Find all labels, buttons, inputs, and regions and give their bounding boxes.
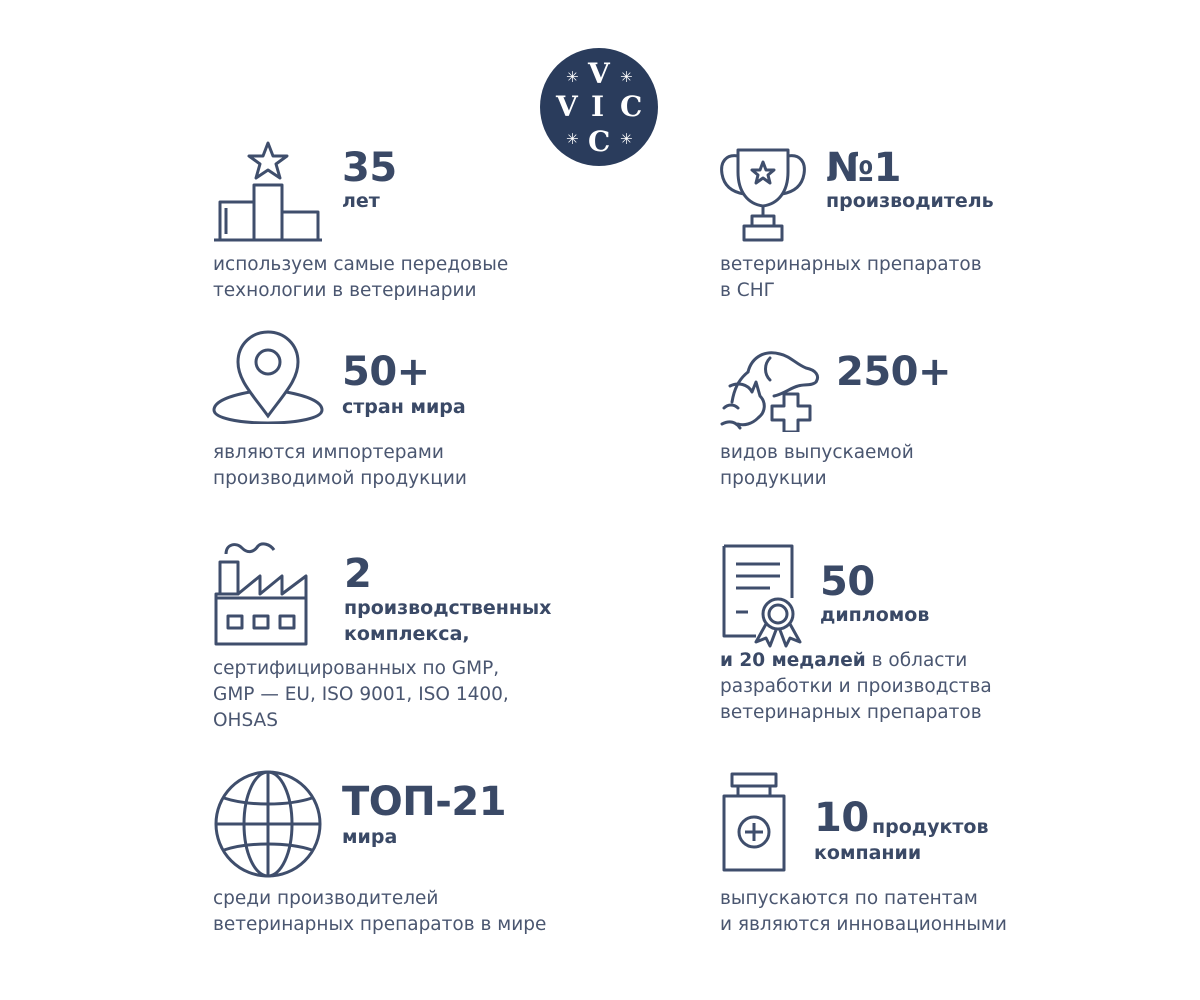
stat-countries-value: 50+ <box>342 349 430 395</box>
stat-factories-value: 2 <box>344 551 372 597</box>
stat-diplomas-unit: дипломов <box>820 604 930 626</box>
stat-years-text: используем самые передовые технологии в ветеринарии <box>213 254 509 301</box>
stat-diplomas-text-rest: в области <box>865 650 968 671</box>
stat-producer-unit: производитель <box>826 190 994 212</box>
map-pin-icon <box>212 328 324 424</box>
trophy-icon <box>718 146 808 244</box>
stat-patents-unit-1: продуктов <box>872 816 989 838</box>
stat-products-value: 250+ <box>836 349 952 395</box>
factory-icon <box>212 540 310 648</box>
stat-factories-unit-2: комплекса, <box>344 623 470 645</box>
stat-diplomas-value: 50 <box>820 559 875 605</box>
stat-countries-unit: стран мира <box>342 396 466 418</box>
dog-cat-cross-icon <box>718 346 828 432</box>
stat-countries-text: являются импортерами производимой продукции <box>213 442 467 489</box>
stat-factories-text: сертифицированных по GMP, GMP — EU, ISO 9001, ISO 1400, OHSAS <box>213 658 509 731</box>
stat-patents-value: 10 <box>814 795 869 841</box>
logo-letter-c: C <box>620 90 643 123</box>
stat-diplomas-medals: и 20 медалей <box>720 650 866 671</box>
medicine-bottle-icon <box>720 770 790 874</box>
stat-patents-unit-2: компании <box>814 842 922 864</box>
logo-star-icon: ✳ <box>566 130 579 148</box>
logo-star-icon: ✳ <box>566 68 579 86</box>
stat-products-text: видов выпускаемой продукции <box>720 442 914 489</box>
logo-star-icon: ✳ <box>620 68 633 86</box>
logo-star-icon: ✳ <box>620 130 633 148</box>
stat-diplomas-text <box>720 648 1060 674</box>
stat-top-text: среди производителей ветеринарных препаратов в мире <box>213 888 547 935</box>
stat-top-value: ТОП-21 <box>342 779 507 825</box>
stat-years-value: 35 <box>342 145 397 191</box>
stat-producer-text: ветеринарных препаратов в СНГ <box>720 254 982 301</box>
stat-top-unit: мира <box>342 826 398 848</box>
logo-letter-v: V <box>588 57 610 90</box>
stat-years-unit: лет <box>342 190 380 212</box>
certificate-icon <box>720 542 810 648</box>
stat-patents-text: выпускаются по патентам и являются инновационными <box>720 888 1007 935</box>
logo-letter-v: V <box>556 90 578 123</box>
globe-icon <box>212 768 324 880</box>
logo-letter-c: C <box>588 125 611 158</box>
logo-letter-i: I <box>591 90 605 123</box>
vic-logo <box>540 48 658 166</box>
stat-producer-value: №1 <box>826 145 901 191</box>
podium-star-icon <box>212 140 324 246</box>
stat-diplomas-text-2: разработки и производства ветеринарных препаратов <box>720 676 992 723</box>
stat-factories-unit-1: производственных <box>344 597 552 619</box>
